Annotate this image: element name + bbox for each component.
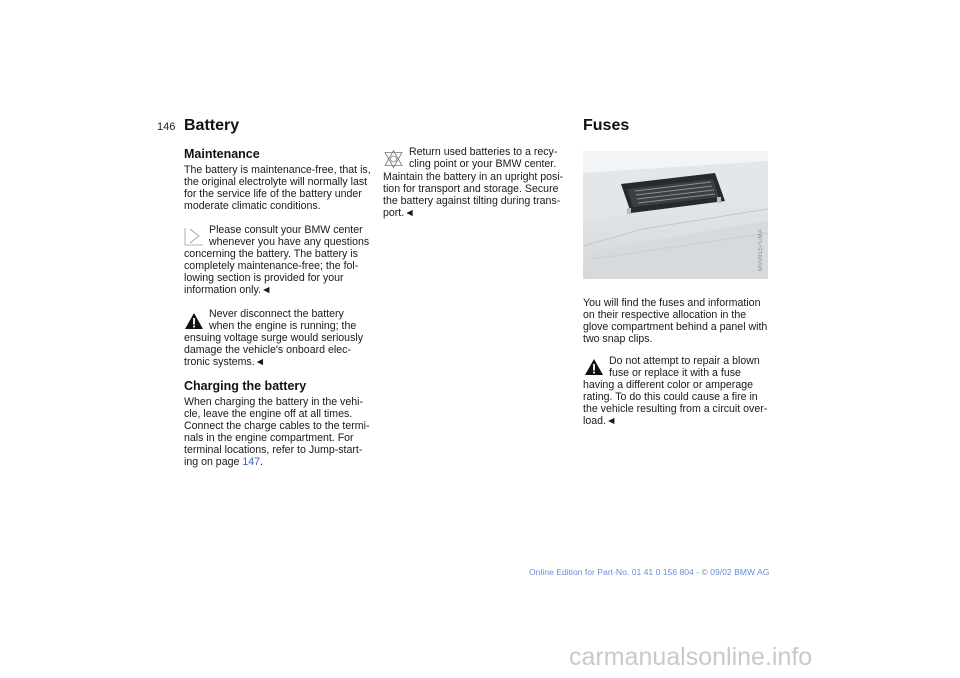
- page-number: 146: [157, 121, 176, 133]
- warning1-rest: ensuing voltage surge would seriously damage the vehicle's onboard elec- tronic systems.◄: [184, 332, 364, 369]
- footer-edition-note: Online Edition for Part-No. 01 41 0 156 804 - © 09/02 BMW AG: [529, 567, 770, 577]
- maintenance-text: The battery is maintenance-free, that is, the original electrolyte will normally last for the service life of the battery under moderate climatic conditions.: [184, 164, 371, 213]
- charging-text: When charging the battery in the vehi- cle, leave the engine off at all times. Connect the charge cables to the termi- nals in the engine compartment. For terminal locations, refer to Jump-start- ing on page 147.: [184, 396, 370, 469]
- maintenance-heading: Maintenance: [184, 147, 260, 161]
- note1-rest: concerning the battery. The battery is completely maintenance-free; the fol- lowing section is provided for your information only.◄: [184, 248, 359, 297]
- warning-triangle-icon: [184, 311, 204, 331]
- page-147-link[interactable]: 147: [242, 456, 261, 469]
- recycle-icon: [383, 149, 404, 169]
- fuses-title: Fuses: [583, 117, 630, 134]
- recycle-rest: Maintain the battery in an upright posi- tion for transport and storage. Secure the battery against tilting during trans- port.◄: [383, 171, 564, 220]
- warning1-first-lines: Never disconnect the battery when the engine is running; the: [209, 308, 357, 333]
- photo-code: MV09157CMA: [758, 229, 764, 272]
- battery-title: Battery: [184, 117, 240, 134]
- warning2-first-lines: Do not attempt to repair a blown fuse or replace it with a fuse: [609, 355, 760, 380]
- glove-compartment-photo: [583, 151, 768, 279]
- watermark: carmanualsonline.info: [569, 643, 813, 671]
- warning-triangle-icon: [584, 357, 604, 377]
- recycle-first-lines: Return used batteries to a recy- cling point or your BMW center.: [409, 146, 558, 171]
- charging-heading: Charging the battery: [184, 379, 307, 393]
- fuses-text: You will find the fuses and information on their respective allocation in the glove compartment behind a panel with two snap clips.: [583, 297, 768, 346]
- note1-first-lines: Please consult your BMW center whenever you have any questions: [209, 224, 370, 249]
- note-arrow-icon: [184, 226, 204, 246]
- warning2-rest: having a different color or amperage rating. To do this could cause a fire in the vehicle resulting from a circuit over- load.◄: [583, 379, 768, 428]
